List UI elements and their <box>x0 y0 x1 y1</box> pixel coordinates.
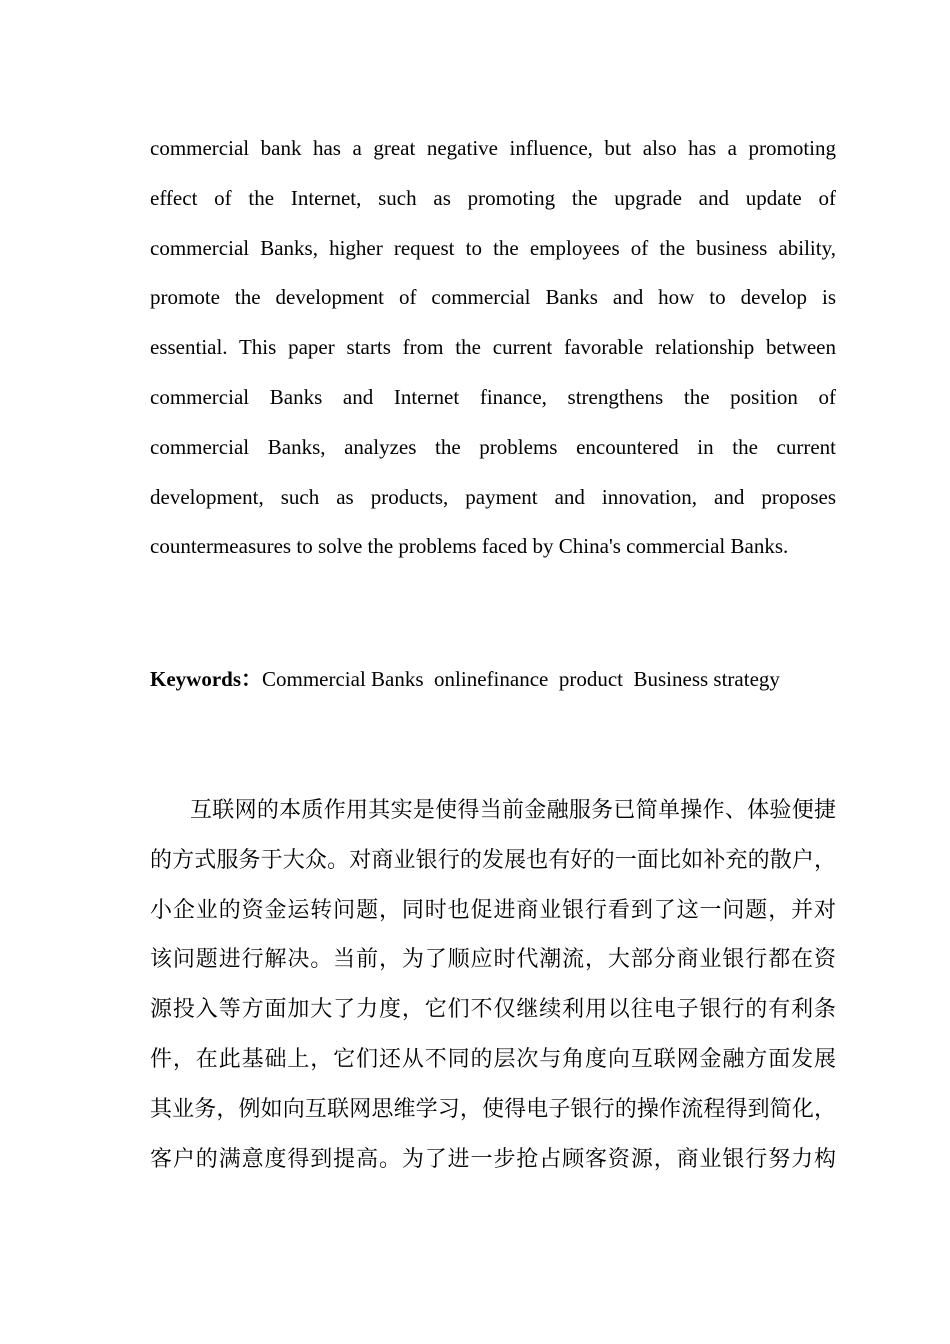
body-line: 件，在此基础上，它们还从不同的层次与角度向互联网金融方面发展 <box>150 1046 836 1072</box>
abstract-line: commercial Banks and Internet finance, strengthens the position of <box>150 384 836 409</box>
keywords-label: Keywords： <box>150 667 262 691</box>
body-line: 的方式服务于大众。对商业银行的发展也有好的一面比如补充的散户， <box>150 847 836 873</box>
body-line: 其业务，例如向互联网思维学习，使得电子银行的操作流程得到简化， <box>150 1096 836 1122</box>
body-line: 客户的满意度得到提高。为了进一步抢占顾客资源，商业银行努力构 <box>150 1146 836 1172</box>
abstract-line: development, such as products, payment and innovation, and proposes <box>150 484 836 509</box>
abstract-line: promote the development of commercial Banks and how to develop is <box>150 285 836 310</box>
body-line: 源投入等方面加大了力度，它们不仅继续利用以往电子银行的有利条 <box>150 997 836 1023</box>
abstract-line: effect of the Internet, such as promoting the upgrade and update of <box>150 185 836 210</box>
keywords-line <box>150 654 850 704</box>
chinese-body-paragraph <box>150 786 836 1184</box>
abstract-line: commercial Banks, higher request to the employees of the business ability, <box>150 235 836 260</box>
body-line: 互联网的本质作用其实是使得当前金融服务已简单操作、体验便捷 <box>190 798 836 823</box>
english-abstract-paragraph <box>150 124 836 572</box>
body-line: 该问题进行解决。当前，为了顺应时代潮流，大部分商业银行都在资 <box>150 947 836 973</box>
body-line: 小企业的资金运转问题，同时也促进商业银行看到了这一问题，并对 <box>150 897 836 923</box>
keywords-text: Commercial Banks onlinefinance product Business strategy <box>262 667 780 691</box>
abstract-line: commercial Banks, analyzes the problems encountered in the current <box>150 434 836 459</box>
abstract-line: essential. This paper starts from the current favorable relationship between <box>150 335 836 360</box>
abstract-line: commercial bank has a great negative influence, but also has a promoting <box>150 136 836 160</box>
abstract-line: countermeasures to solve the problems faced by China's commercial Banks. <box>150 534 789 559</box>
